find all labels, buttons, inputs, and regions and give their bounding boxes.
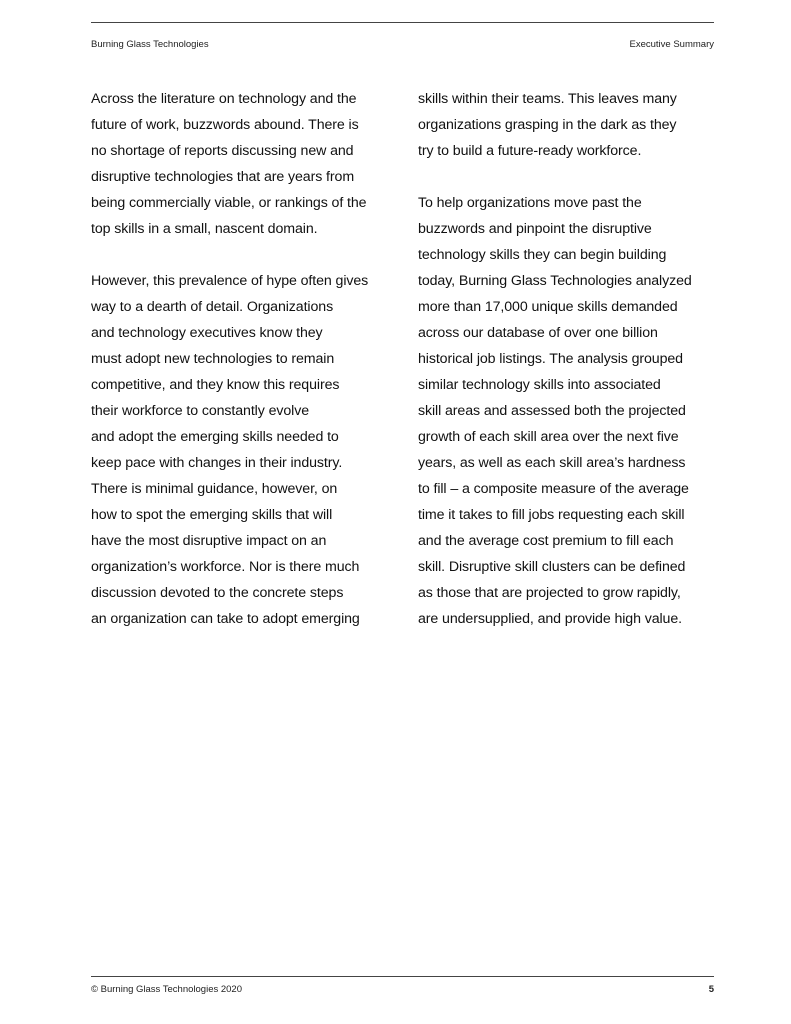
- text-line: way to a dearth of detail. Organizations: [91, 299, 334, 315]
- paragraph-gap: [418, 164, 718, 190]
- page-number: 5: [708, 984, 714, 995]
- text-line: their workforce to constantly evolve: [91, 403, 309, 419]
- text-line: disruptive technologies that are years from: [91, 169, 355, 185]
- text-line: across our database of over one billion: [418, 325, 658, 341]
- text-line: future of work, buzzwords abound. There is: [91, 117, 359, 133]
- text-line: historical job listings. The analysis grouped: [418, 351, 683, 367]
- text-line: However, this prevalence of hype often gives: [91, 273, 369, 289]
- text-line: discussion devoted to the concrete steps: [91, 585, 344, 601]
- left-column: [91, 86, 391, 632]
- text-line: organization’s workforce. Nor is there much: [91, 559, 360, 575]
- text-line: skill. Disruptive skill clusters can be defined: [418, 559, 686, 575]
- text-line: today, Burning Glass Technologies analyzed: [418, 273, 692, 289]
- text-line: There is minimal guidance, however, on: [91, 481, 338, 497]
- header-section-title: Executive Summary: [629, 39, 714, 50]
- paragraph: [418, 86, 718, 164]
- text-line: to fill – a composite measure of the average: [418, 481, 689, 497]
- text-line: buzzwords and pinpoint the disruptive: [418, 221, 652, 237]
- text-line: and technology executives know they: [91, 325, 323, 341]
- text-line: as those that are projected to grow rapidly,: [418, 585, 681, 601]
- text-line: try to build a future-ready workforce.: [418, 143, 642, 159]
- header-rule: [91, 22, 714, 23]
- text-line: competitive, and they know this requires: [91, 377, 340, 393]
- text-line: growth of each skill area over the next five: [418, 429, 679, 445]
- text-line: similar technology skills into associated: [418, 377, 661, 393]
- paragraph: [418, 190, 718, 632]
- text-line: technology skills they can begin building: [418, 247, 667, 263]
- text-line: no shortage of reports discussing new and: [91, 143, 354, 159]
- text-line: keep pace with changes in their industry.: [91, 455, 343, 471]
- text-line: and the average cost premium to fill each: [418, 533, 674, 549]
- text-line: have the most disruptive impact on an: [91, 533, 327, 549]
- text-line: To help organizations move past the: [418, 195, 642, 211]
- right-column: [418, 86, 718, 632]
- text-line: skill areas and assessed both the projected: [418, 403, 686, 419]
- header-organization: Burning Glass Technologies: [91, 39, 209, 50]
- text-line: being commercially viable, or rankings of the: [91, 195, 367, 211]
- footer-rule: [91, 976, 714, 977]
- text-line: Across the literature on technology and the: [91, 91, 357, 107]
- paragraph: [91, 86, 391, 242]
- text-line: organizations grasping in the dark as they: [418, 117, 677, 133]
- text-line: how to spot the emerging skills that will: [91, 507, 333, 523]
- text-line: years, as well as each skill area’s hardness: [418, 455, 686, 471]
- text-line: time it takes to fill jobs requesting each skill: [418, 507, 685, 523]
- text-line: must adopt new technologies to remain: [91, 351, 335, 367]
- paragraph: [91, 268, 391, 632]
- text-line: skills within their teams. This leaves many: [418, 91, 677, 107]
- text-line: more than 17,000 unique skills demanded: [418, 299, 678, 315]
- text-line: are undersupplied, and provide high value.: [418, 611, 682, 627]
- paragraph-gap: [91, 242, 391, 268]
- footer-copyright: © Burning Glass Technologies 2020: [91, 984, 243, 995]
- text-line: an organization can take to adopt emerging: [91, 611, 360, 627]
- text-line: and adopt the emerging skills needed to: [91, 429, 339, 445]
- text-line: top skills in a small, nascent domain.: [91, 221, 318, 237]
